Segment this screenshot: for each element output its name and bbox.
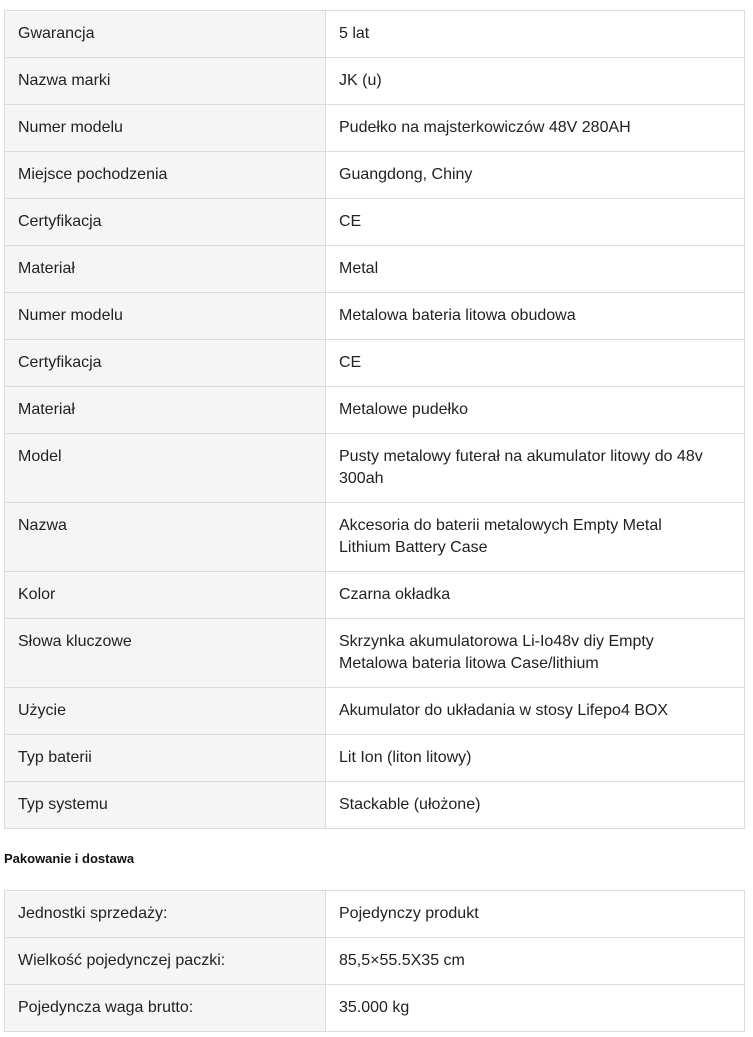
spec-label: Model — [5, 434, 326, 503]
packaging-label: Pojedyncza waga brutto: — [5, 985, 326, 1032]
spec-value: Czarna okładka — [326, 572, 745, 619]
packaging-value: 85,5×55.5X35 cm — [326, 938, 745, 985]
spec-value: Metalowe pudełko — [326, 387, 745, 434]
spec-value: Akumulator do układania w stosy Lifepo4 BOX — [326, 688, 745, 735]
spec-label: Certyfikacja — [5, 199, 326, 246]
spec-row-model-number — [5, 105, 745, 152]
spec-label: Nazwa marki — [5, 58, 326, 105]
spec-row-material-2 — [5, 387, 745, 434]
spec-label: Numer modelu — [5, 105, 326, 152]
packaging-label: Jednostki sprzedaży: — [5, 891, 326, 938]
spec-value: Pusty metalowy futerał na akumulator litowy do 48v 300ah — [326, 434, 745, 503]
spec-row-battery-type — [5, 735, 745, 782]
packaging-table — [4, 890, 745, 1032]
spec-label: Użycie — [5, 688, 326, 735]
spec-label: Słowa kluczowe — [5, 619, 326, 688]
spec-value: Akcesoria do baterii metalowych Empty Metal Lithium Battery Case — [326, 503, 745, 572]
spec-label: Certyfikacja — [5, 340, 326, 387]
spec-value: JK (u) — [326, 58, 745, 105]
spec-row-usage — [5, 688, 745, 735]
spec-label: Kolor — [5, 572, 326, 619]
spec-label: Materiał — [5, 387, 326, 434]
spec-row-system-type — [5, 782, 745, 829]
spec-value: CE — [326, 340, 745, 387]
spec-row-color — [5, 572, 745, 619]
spec-row-origin — [5, 152, 745, 199]
spec-value: Metalowa bateria litowa obudowa — [326, 293, 745, 340]
spec-label: Miejsce pochodzenia — [5, 152, 326, 199]
packaging-label: Wielkość pojedynczej paczki: — [5, 938, 326, 985]
spec-value: CE — [326, 199, 745, 246]
packaging-value: Pojedynczy produkt — [326, 891, 745, 938]
spec-value: Metal — [326, 246, 745, 293]
spec-label: Nazwa — [5, 503, 326, 572]
spec-row-brand — [5, 58, 745, 105]
specifications-table — [4, 10, 745, 829]
spec-row-certification-2 — [5, 340, 745, 387]
spec-row-name — [5, 503, 745, 572]
packaging-section-title: Pakowanie i dostawa — [4, 851, 135, 866]
spec-row-warranty — [5, 11, 745, 58]
spec-value: 5 lat — [326, 11, 745, 58]
spec-label: Typ systemu — [5, 782, 326, 829]
spec-value: Lit Ion (liton litowy) — [326, 735, 745, 782]
spec-row-model — [5, 434, 745, 503]
spec-label: Materiał — [5, 246, 326, 293]
packaging-row-weight — [5, 985, 745, 1032]
spec-value: Pudełko na majsterkowiczów 48V 280AH — [326, 105, 745, 152]
spec-row-model-number-2 — [5, 293, 745, 340]
spec-label: Gwarancja — [5, 11, 326, 58]
spec-row-keywords — [5, 619, 745, 688]
spec-row-certification — [5, 199, 745, 246]
spec-value: Skrzynka akumulatorowa Li-Io48v diy Empty Metalowa bateria litowa Case/lithium — [326, 619, 745, 688]
packaging-value: 35.000 kg — [326, 985, 745, 1032]
spec-value: Guangdong, Chiny — [326, 152, 745, 199]
packaging-row-size — [5, 938, 745, 985]
packaging-row-units — [5, 891, 745, 938]
spec-label: Numer modelu — [5, 293, 326, 340]
spec-value: Stackable (ułożone) — [326, 782, 745, 829]
spec-row-material — [5, 246, 745, 293]
spec-label: Typ baterii — [5, 735, 326, 782]
